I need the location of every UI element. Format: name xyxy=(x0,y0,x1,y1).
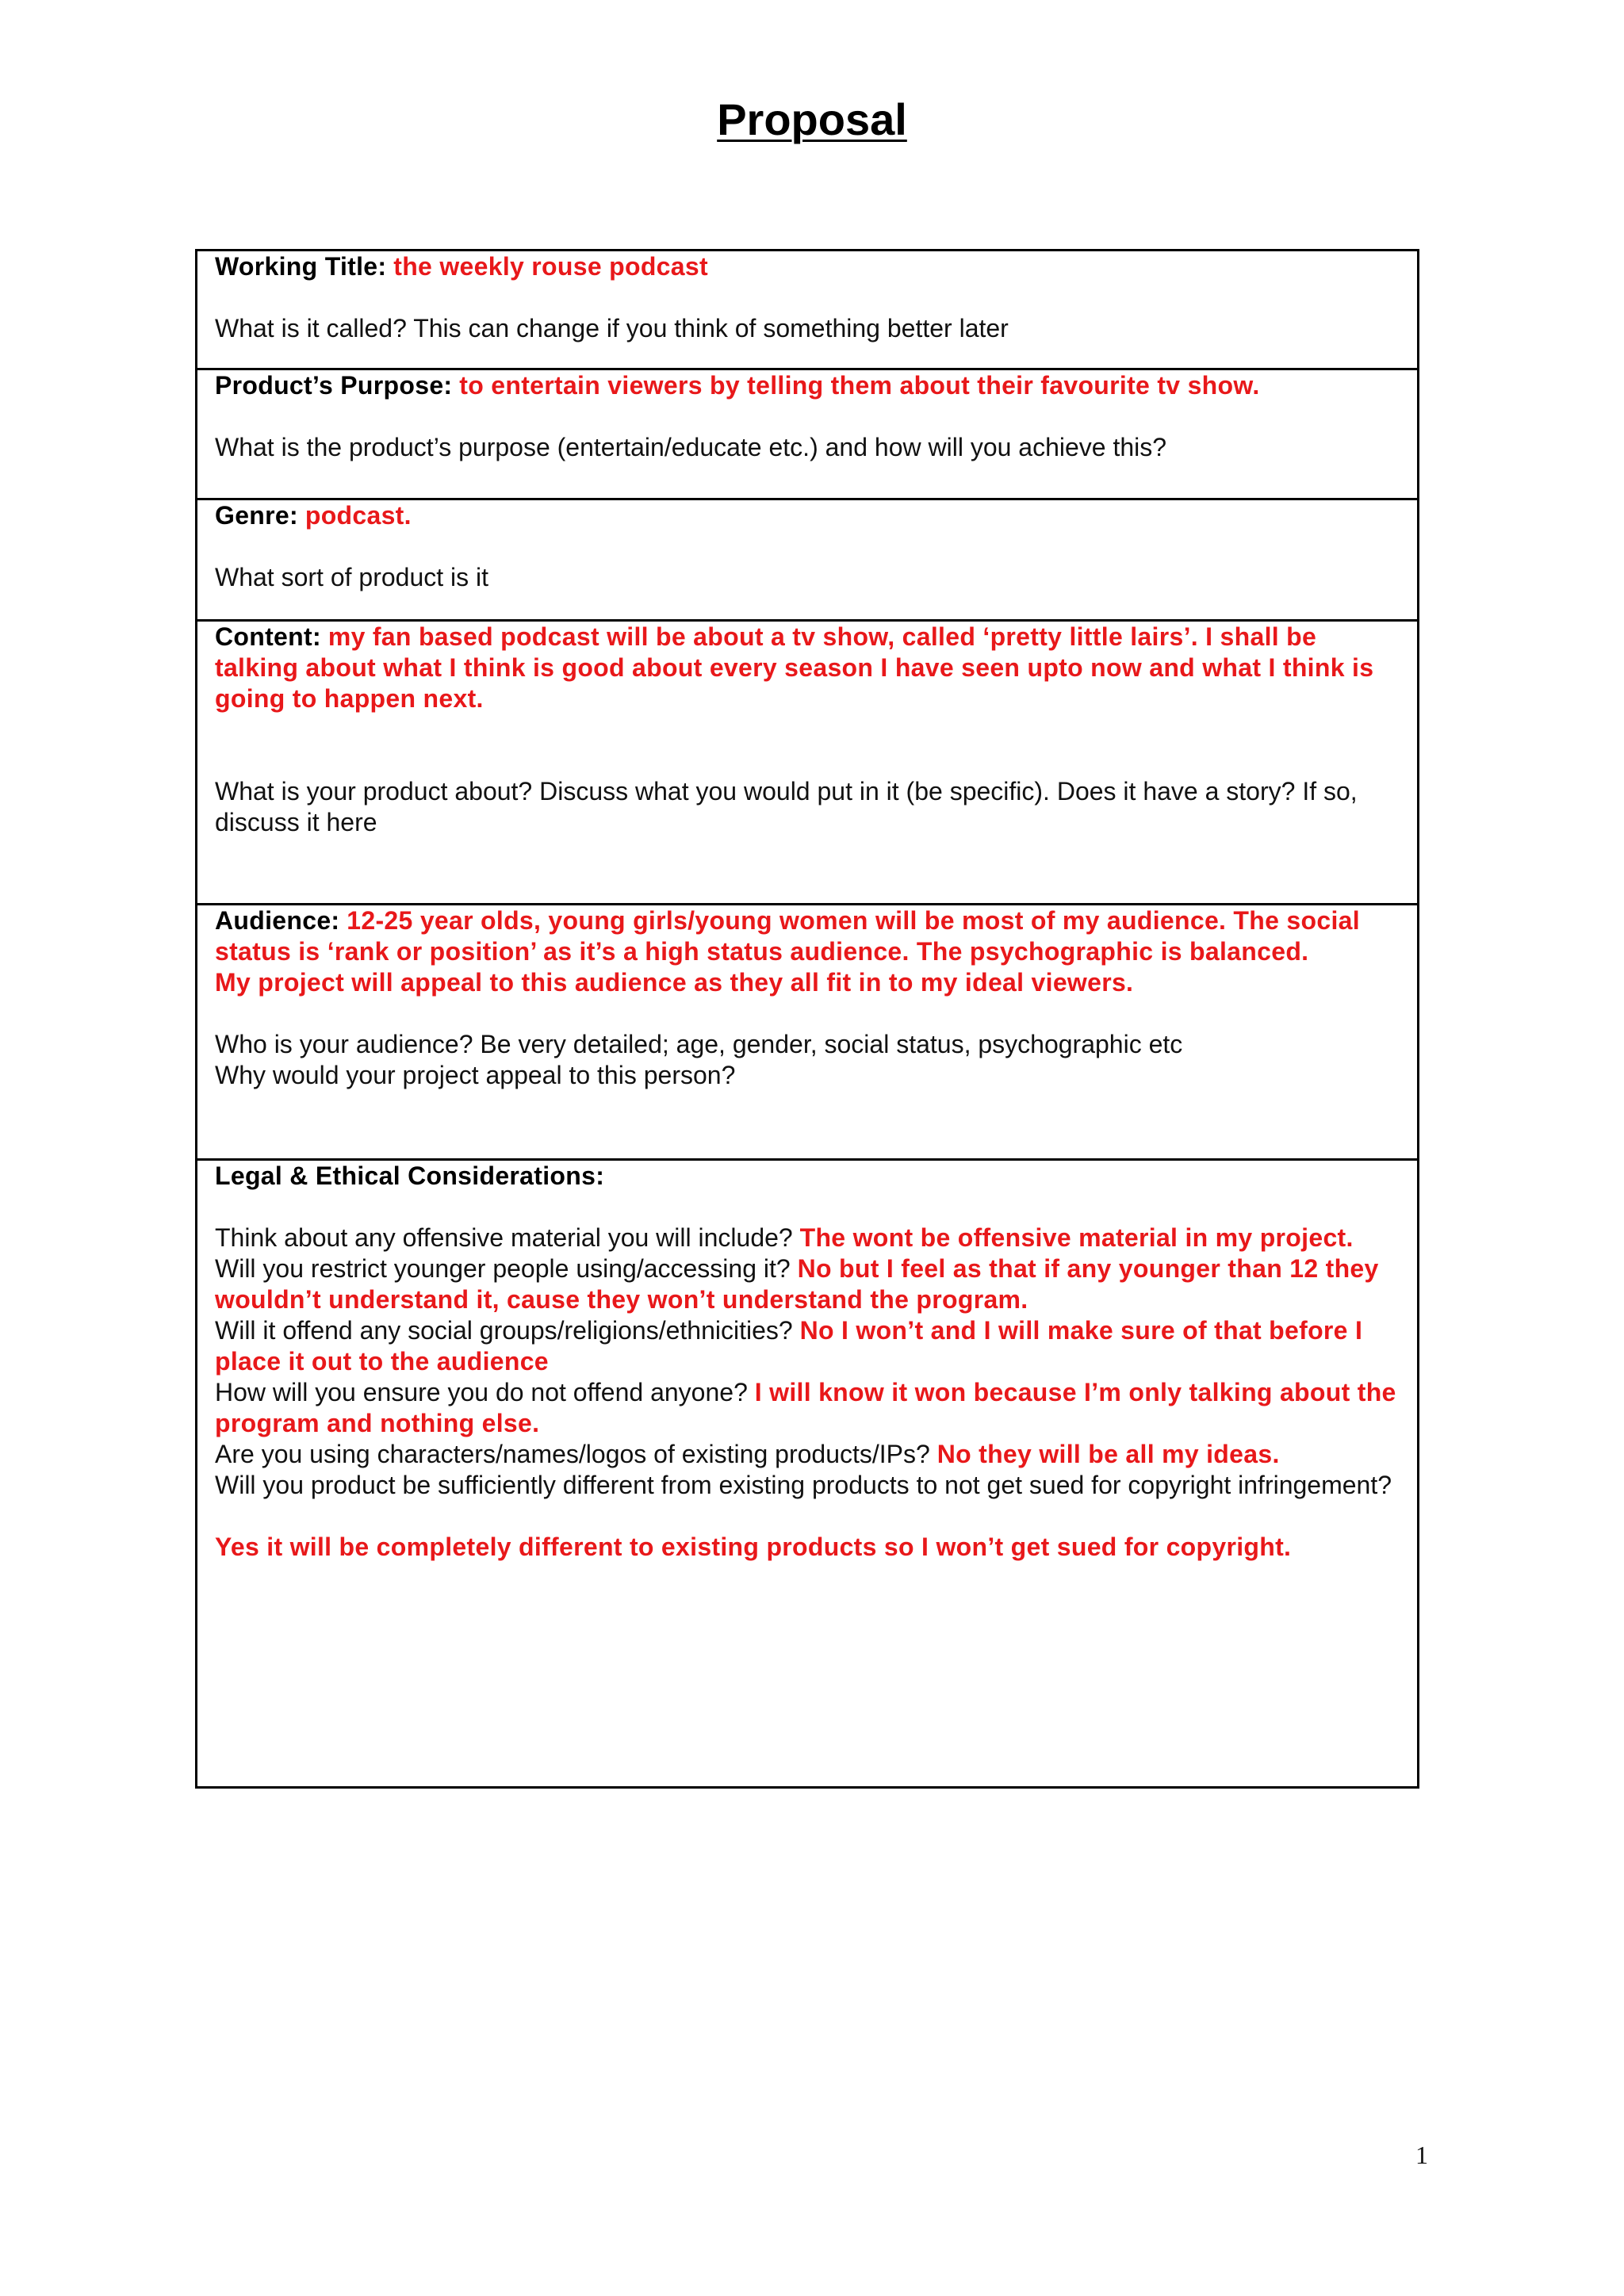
audience-answer: 12-25 year olds, young girls/young women will be most of my audience. The social status is ‘rank or position’ as it’s a high status audience. The psychographic is balanced. xyxy=(215,906,1360,966)
genre-answer: podcast. xyxy=(304,501,412,530)
legal-answer-5: No they will be all my ideas. xyxy=(936,1440,1280,1468)
page-title: Proposal xyxy=(717,94,907,144)
purpose-label: Product’s Purpose: xyxy=(215,371,453,400)
content-answer: my fan based podcast will be about a tv show, called ‘pretty little lairs’. I shall be talking about what I think is good about every season I have seen upto now and what I think is going to happen next. xyxy=(215,622,1374,713)
legal-question-3: Will it offend any social groups/religions/ethnicities? xyxy=(215,1316,793,1345)
audience-label: Audience: xyxy=(215,906,340,935)
legal-question-4: How will you ensure you do not offend anyone? xyxy=(215,1378,748,1406)
purpose-prompt: What is the product’s purpose (entertain/educate etc.) and how will you achieve this? xyxy=(215,433,1167,461)
working-title-section xyxy=(197,251,1417,368)
legal-answer-6: Yes it will be completely different to existing products so I won’t get sued for copyright. xyxy=(215,1533,1292,1561)
legal-section xyxy=(197,1158,1417,1786)
purpose-answer: to entertain viewers by telling them about their favourite tv show. xyxy=(459,371,1260,400)
content-section xyxy=(197,619,1417,903)
audience-prompt-1: Who is your audience? Be very detailed; age, gender, social status, psychographic etc xyxy=(215,1030,1183,1058)
legal-answer-4: I will know it won because I’m only talking about the program and nothing else. xyxy=(215,1378,1396,1437)
genre-label: Genre: xyxy=(215,501,298,530)
working-title-answer: the weekly rouse podcast xyxy=(393,252,708,281)
audience-appeal-answer: My project will appeal to this audience as they all fit in to my ideal viewers. xyxy=(215,968,1134,997)
legal-label: Legal & Ethical Considerations: xyxy=(215,1161,605,1190)
legal-answer-2: No but I feel as that if any younger than 12 they wouldn’t understand it, cause they won’t understand the program. xyxy=(215,1254,1379,1314)
legal-question-5: Are you using characters/names/logos of existing products/IPs? xyxy=(215,1440,930,1468)
audience-section xyxy=(197,903,1417,1158)
audience-prompt-2: Why would your project appeal to this person? xyxy=(215,1061,736,1089)
working-title-prompt: What is it called? This can change if you think of something better later xyxy=(215,314,1009,342)
genre-prompt: What sort of product is it xyxy=(215,563,489,591)
legal-question-6: Will you product be sufficiently different from existing products to not get sued for copyright infringement? xyxy=(215,1471,1392,1499)
genre-section xyxy=(197,498,1417,619)
legal-question-2: Will you restrict younger people using/accessing it? xyxy=(215,1254,791,1283)
proposal-form-table xyxy=(195,249,1419,1789)
working-title-label: Working Title: xyxy=(215,252,387,281)
content-prompt: What is your product about? Discuss what you would put in it (be specific). Does it have a story? If so, discuss it here xyxy=(215,777,1358,836)
content-label: Content: xyxy=(215,622,321,651)
legal-answer-3: No I won’t and I will make sure of that before I place it out to the audience xyxy=(215,1316,1363,1376)
page-number: 1 xyxy=(1415,2141,1428,2169)
purpose-section xyxy=(197,368,1417,498)
legal-answer-1: The wont be offensive material in my project. xyxy=(799,1223,1354,1252)
legal-question-1: Think about any offensive material you will include? xyxy=(215,1223,793,1252)
